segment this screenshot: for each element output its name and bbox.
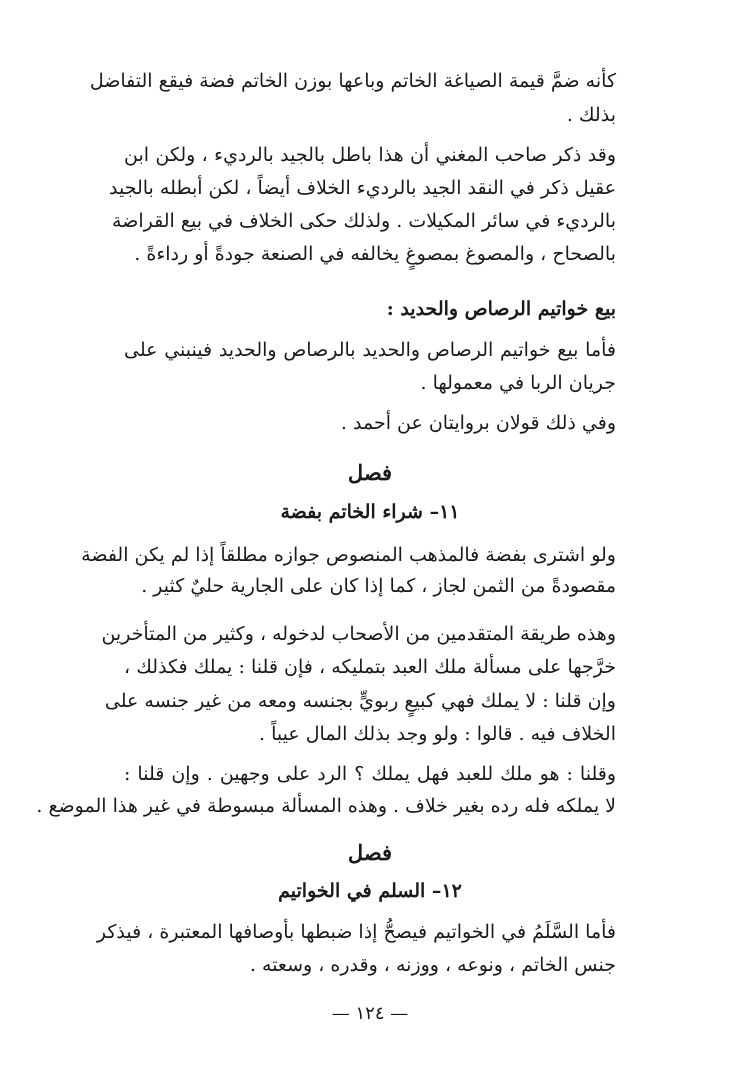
text-line: وقد ذكر صاحب المغني أن هذا باطل بالجيد بالرديء ، ولكن ابن xyxy=(124,144,616,166)
text-line: كأنه ضمَّ قيمة الصياغة الخاتم وباعها بوزن الخاتم فضة فيقع التفاضل xyxy=(89,70,616,92)
text-line: وقلنا : هو ملك للعبد فهل يملك ؟ الرد على وجهين . وإن قلنا : xyxy=(124,763,616,785)
text-line: بذلك . xyxy=(566,104,616,126)
text-line: خرَّجها على مسألة ملك العبد بتمليكه ، فإن قلنا : يملك فكذلك ، xyxy=(124,656,616,678)
section-heading: ١١– شراء الخاتم بفضة xyxy=(280,501,460,523)
page-number: — ١٢٤ — xyxy=(331,1003,409,1024)
text-line: الخلاف فيه . قالوا : ولو وجد بذلك المال عيباً . xyxy=(259,723,616,745)
text-line: جريان الربا في معمولها . xyxy=(420,372,616,394)
chapter-heading: فصل xyxy=(347,840,393,865)
text-line: فأما بيع خواتيم الرصاص والحديد بالرصاص والحديد فينبني على xyxy=(124,339,616,361)
text-line: وإن قلنا : لا يملك فهي كبيعٍ ربويٍّ بجنسه ومعه من غير جنسه على xyxy=(104,690,616,712)
text-line: وفي ذلك قولان بروايتان عن أحمد . xyxy=(340,412,616,434)
text-line: مقصودةً من الثمن لجاز ، كما إذا كان على الجارية حليٌ كثير . xyxy=(141,575,616,597)
section-heading: ١٢– السلم في الخواتيم xyxy=(278,880,462,902)
text-line: فأما السَّلَمُ في الخواتيم فيصحُّ إذا ضبطها بأوصافها المعتبرة ، فيذكر xyxy=(96,921,616,943)
section-heading: بيع خواتيم الرصاص والحديد : xyxy=(386,298,616,320)
text-line: وهذه طريقة المتقدمين من الأصحاب لدخوله ، وكثير من المتأخرين xyxy=(101,623,616,645)
text-line: عقيل ذكر في النقد الجيد بالرديء الخلاف أيضاً ، لكن أبطله بالجيد xyxy=(109,177,616,199)
text-line: لا يملكه فله رده بغير خلاف . وهذه المسألة مبسوطة في غير هذا الموضع . xyxy=(36,795,616,817)
text-line: بالرديء في سائر المكيلات . ولذلك حكى الخلاف في بيع القراضة xyxy=(112,210,616,232)
text-line: بالصحاح ، والمصوغ بمصوغٍ يخالفه في الصنعة جودةً أو رداءةً . xyxy=(134,243,616,265)
chapter-heading: فصل xyxy=(347,460,393,485)
text-line: ولو اشترى بفضة فالمذهب المنصوص جوازه مطلقاً إذا لم يكن الفضة xyxy=(81,544,616,566)
text-line: جنس الخاتم ، ونوعه ، ووزنه ، وقدره ، وسعته . xyxy=(249,954,616,976)
